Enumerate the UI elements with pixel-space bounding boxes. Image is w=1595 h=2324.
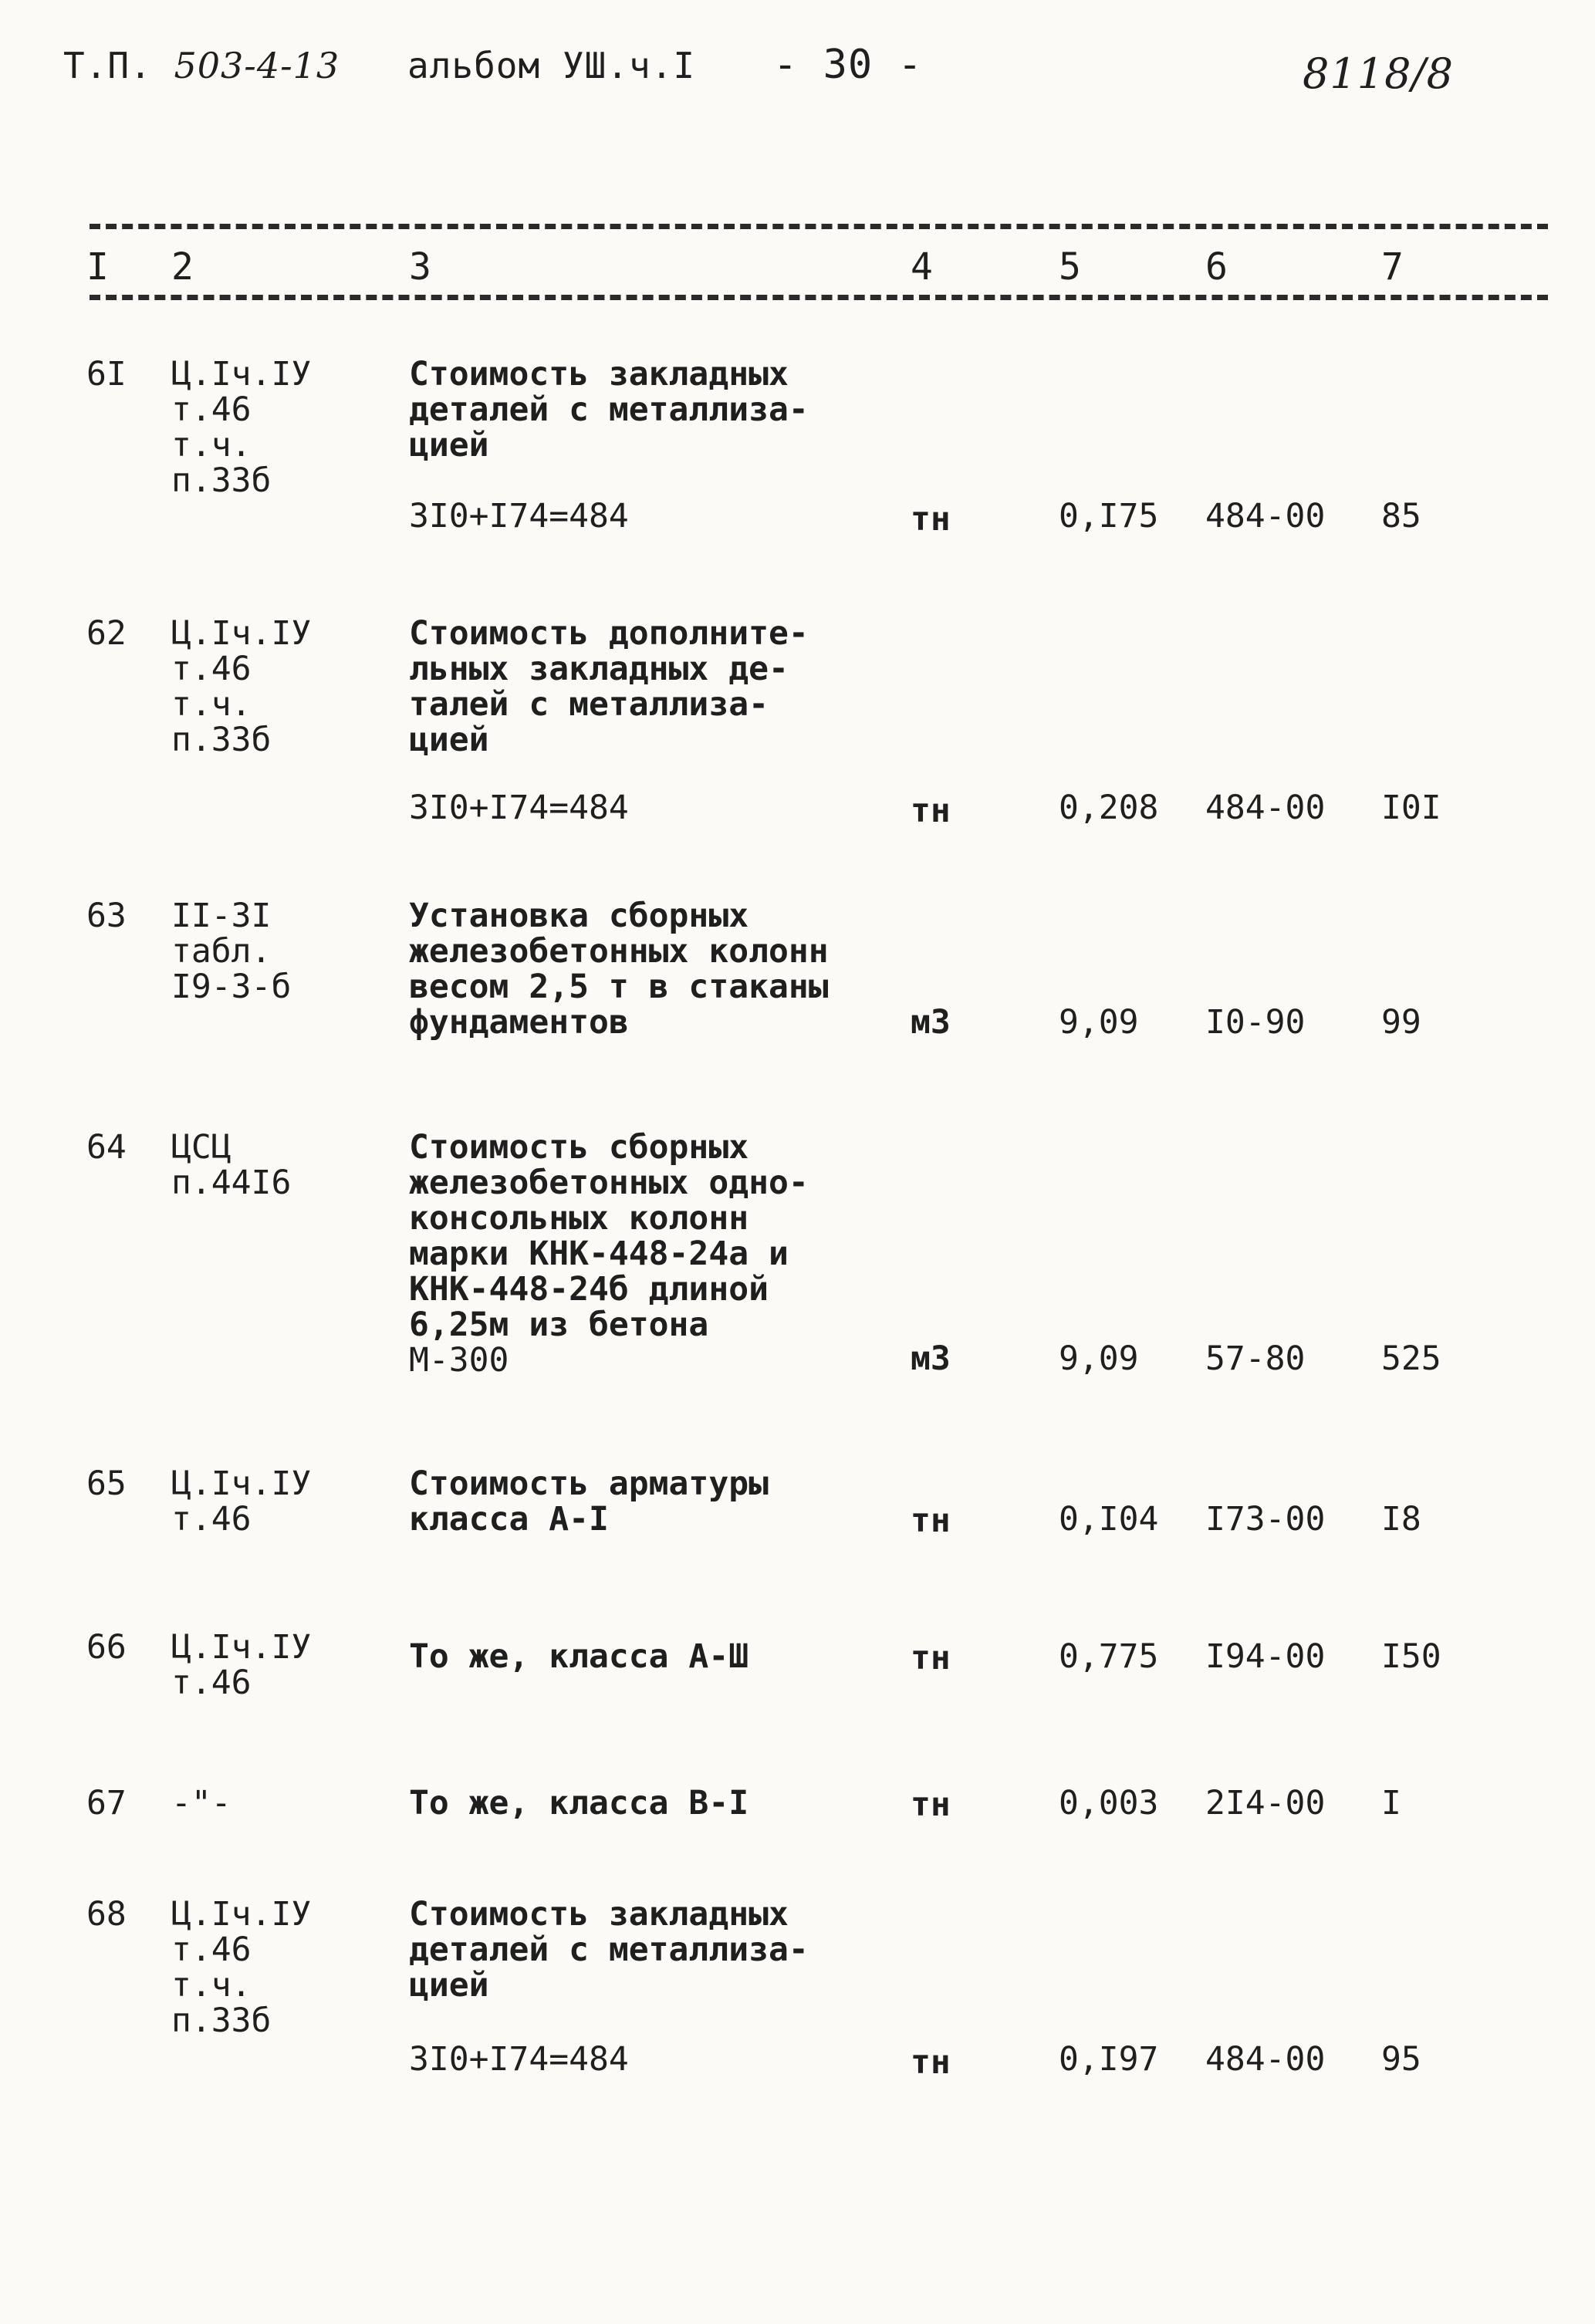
row-unit: тн bbox=[911, 1785, 951, 1824]
row-description: Стоимость арматуры класса А-I bbox=[409, 1464, 769, 1539]
row-description: То же, класса А-Ш bbox=[409, 1637, 749, 1676]
row-quantity: 0,775 bbox=[1059, 1637, 1159, 1676]
row-formula: 3I0+I74=484 bbox=[409, 497, 629, 535]
column-number: 5 bbox=[1059, 245, 1081, 289]
page-number: - 30 - bbox=[773, 42, 923, 88]
row-number: 68 bbox=[86, 1895, 127, 1934]
row-reference: -"- bbox=[171, 1784, 231, 1822]
column-number: I bbox=[86, 245, 109, 289]
row-unit: м3 bbox=[911, 1003, 951, 1042]
row-total: 85 bbox=[1381, 497, 1421, 535]
row-unit: м3 bbox=[911, 1339, 951, 1378]
row-quantity: 0,208 bbox=[1059, 789, 1159, 827]
row-unit: тн bbox=[911, 1639, 951, 1677]
row-number: 62 bbox=[86, 614, 127, 653]
row-total: I50 bbox=[1381, 1637, 1441, 1676]
row-total: I bbox=[1381, 1784, 1401, 1822]
row-formula: 3I0+I74=484 bbox=[409, 2040, 629, 2079]
row-description: Установка сборных железобетонных колонн весом 2,5 т в стаканы фундаментов bbox=[409, 897, 829, 1042]
row-unit-price: 484-00 bbox=[1205, 2040, 1326, 2079]
row-reference: Ц.Iч.IУ т.46 т.ч. п.33б bbox=[171, 355, 312, 500]
row-number: 66 bbox=[86, 1628, 127, 1667]
row-quantity: 0,I75 bbox=[1059, 497, 1159, 535]
row-unit-price: 57-80 bbox=[1205, 1339, 1306, 1378]
document-number: 8118/8 bbox=[1303, 49, 1454, 98]
row-total: I8 bbox=[1381, 1500, 1421, 1539]
column-number: 7 bbox=[1381, 245, 1404, 289]
column-number: 2 bbox=[171, 245, 194, 289]
row-description: Стоимость дополните- льных закладных де- талей с металлиза- цией bbox=[409, 614, 809, 759]
row-unit: тн bbox=[911, 792, 951, 830]
row-reference: Ц.Iч.IУ т.46 bbox=[171, 1464, 312, 1539]
row-unit-price: I73-00 bbox=[1205, 1500, 1326, 1539]
row-quantity: 9,09 bbox=[1059, 1003, 1139, 1042]
row-reference: ЦСЦ п.44I6 bbox=[171, 1128, 292, 1202]
table-top-rule bbox=[90, 224, 1548, 229]
row-total: 95 bbox=[1381, 2040, 1421, 2079]
row-unit-price: I0-90 bbox=[1205, 1003, 1306, 1042]
table-header-rule bbox=[90, 295, 1548, 300]
project-reference bbox=[63, 45, 340, 86]
row-total: 525 bbox=[1381, 1339, 1441, 1378]
row-number: 63 bbox=[86, 897, 127, 935]
row-reference: II-3I табл. I9-3-б bbox=[171, 897, 292, 1006]
row-unit-price: 2I4-00 bbox=[1205, 1784, 1326, 1822]
row-quantity: 0,003 bbox=[1059, 1784, 1159, 1822]
row-total: 99 bbox=[1381, 1003, 1421, 1042]
row-unit: тн bbox=[911, 2043, 951, 2082]
column-number: 4 bbox=[911, 245, 933, 289]
row-unit: тн bbox=[911, 500, 951, 539]
row-number: 6I bbox=[86, 355, 127, 394]
row-reference: Ц.Iч.IУ т.46 т.ч. п.33б bbox=[171, 1895, 312, 2040]
column-number: 3 bbox=[409, 245, 431, 289]
row-description: То же, класса В-I bbox=[409, 1784, 749, 1822]
album-label: альбом УШ.ч.I bbox=[407, 45, 696, 86]
row-description: Стоимость закладных деталей с металлиза- цией bbox=[409, 1895, 809, 2005]
row-total: I0I bbox=[1381, 789, 1441, 827]
row-unit-price: 484-00 bbox=[1205, 497, 1326, 535]
row-description: Стоимость сборных железобетонных одно- консольных колонн марки КНК-448-24а и КНК-448-24б длиной 6,25м из бетона М-300 bbox=[409, 1128, 809, 1380]
row-number: 65 bbox=[86, 1464, 127, 1503]
row-reference: Ц.Iч.IУ т.46 bbox=[171, 1628, 312, 1702]
row-description: Стоимость закладных деталей с металлиза- цией bbox=[409, 355, 809, 464]
project-prefix: Т.П. bbox=[63, 45, 152, 86]
row-unit-price: I94-00 bbox=[1205, 1637, 1326, 1676]
row-quantity: 0,I97 bbox=[1059, 2040, 1159, 2079]
row-formula: 3I0+I74=484 bbox=[409, 789, 629, 827]
project-number: 503-4-13 bbox=[174, 45, 340, 86]
row-quantity: 0,I04 bbox=[1059, 1500, 1159, 1539]
column-number: 6 bbox=[1205, 245, 1228, 289]
column-number-row bbox=[0, 245, 1595, 292]
row-quantity: 9,09 bbox=[1059, 1339, 1139, 1378]
row-reference: Ц.Iч.IУ т.46 т.ч. п.33б bbox=[171, 614, 312, 759]
row-number: 67 bbox=[86, 1784, 127, 1822]
row-unit: тн bbox=[911, 1501, 951, 1540]
row-number: 64 bbox=[86, 1128, 127, 1167]
row-unit-price: 484-00 bbox=[1205, 789, 1326, 827]
